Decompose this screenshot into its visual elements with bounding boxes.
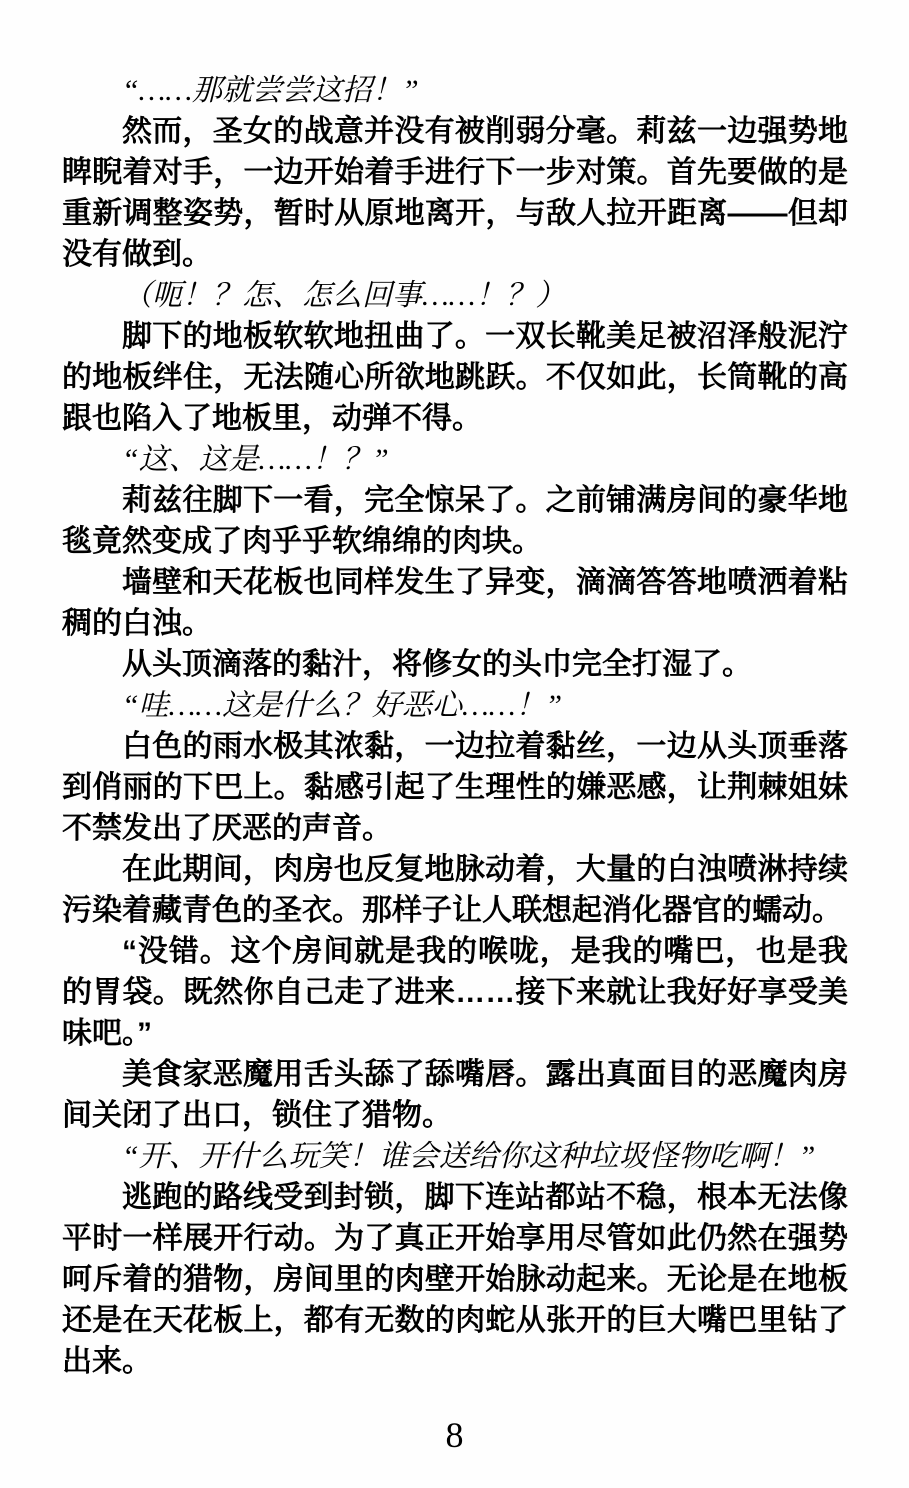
paragraph: “……那就尝尝这招！” [122, 74, 419, 107]
paragraph: “没错。这个房间就是我的喉咙，是我的嘴巴，也是我的胃袋。既然你自己走了进来……接下来就让我好好享受美味吧。” [62, 935, 848, 1050]
paragraph: 白色的雨水极其浓黏，一边拉着黏丝，一边从头顶垂落到俏丽的下巴上。黏感引起了生理性的嫌恶感，让荆棘姐妹不禁发出了厌恶的声音。 [62, 730, 848, 845]
paragraph: 从头顶滴落的黏汁，将修女的头巾完全打湿了。 [122, 648, 752, 681]
paragraph: 莉兹往脚下一看，完全惊呆了。之前铺满房间的豪华地毯竟然变成了肉乎乎软绵绵的肉块。 [62, 484, 848, 558]
paragraph: 在此期间，肉房也反复地脉动着，大量的白浊喷淋持续污染着藏青色的圣衣。那样子让人联想起消化器官的蠕动。 [62, 853, 848, 927]
paragraph: “开、开什么玩笑！谁会送给你这种垃圾怪物吃啊！” [122, 1140, 816, 1173]
paragraph: 墙壁和天花板也同样发生了异变，滴滴答答地喷洒着粘稠的白浊。 [62, 566, 848, 640]
paragraph: （呃！？怎、怎么回事……！？） [122, 279, 566, 312]
paragraph: 脚下的地板软软地扭曲了。一双长靴美足被沼泽般泥泞的地板绊住，无法随心所欲地跳跃。不仅如此，长筒靴的高跟也陷入了地板里，动弹不得。 [62, 320, 848, 435]
paragraph: 逃跑的路线受到封锁，脚下连站都站不稳，根本无法像平时一样展开行动。为了真正开始享用尽管如此仍然在强势呵斥着的猎物，房间里的肉壁开始脉动起来。无论是在地板还是在天花板上，都有无数的肉蛇从张开的巨大嘴巴里钻了出来。 [62, 1181, 848, 1378]
paragraph: “这、这是……！？” [122, 443, 389, 476]
paragraph: “哇……这是什么？好恶心……！” [122, 689, 563, 722]
page-number: 8 [445, 1415, 464, 1455]
text-content [62, 70, 848, 1382]
paragraph: 美食家恶魔用舌头舔了舔嘴唇。露出真面目的恶魔肉房间关闭了出口，锁住了猎物。 [62, 1058, 848, 1132]
paragraph: 然而，圣女的战意并没有被削弱分毫。莉兹一边强势地睥睨着对手，一边开始着手进行下一步对策。首先要做的是重新调整姿势，暂时从原地离开，与敌人拉开距离——但却没有做到。 [62, 115, 848, 271]
